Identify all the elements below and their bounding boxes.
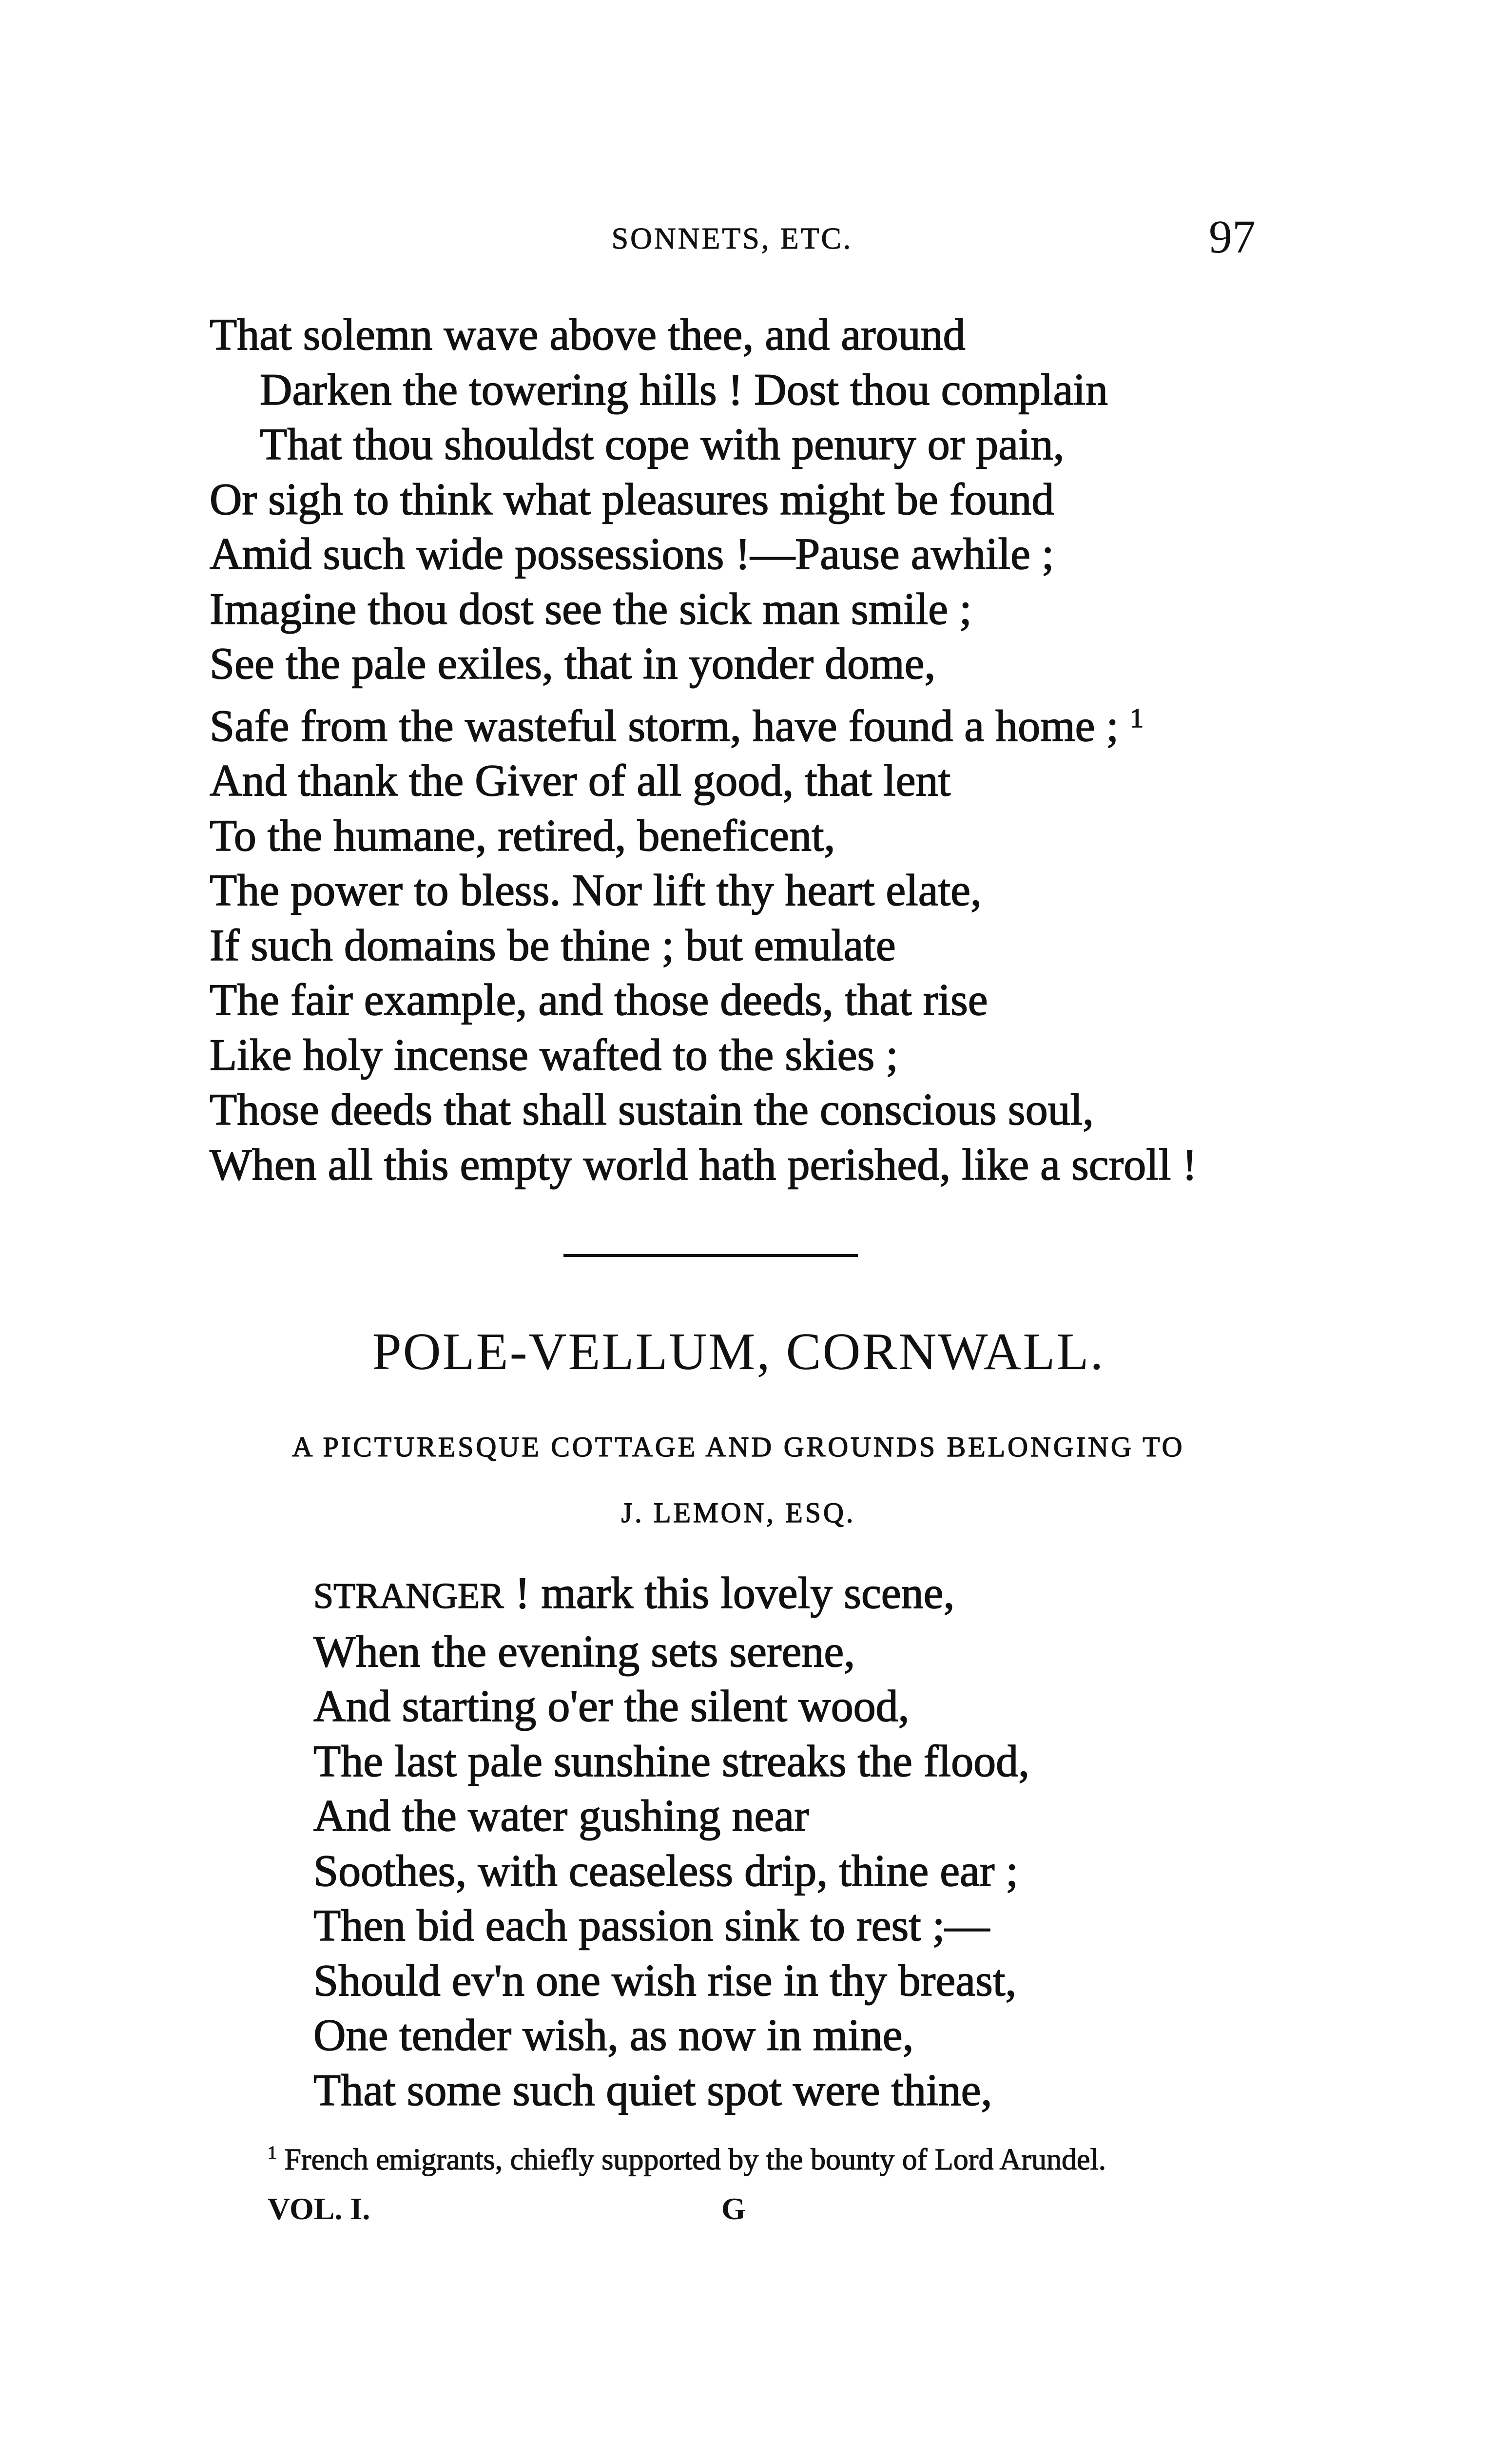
- poem-line: Then bid each passion sink to rest ;—: [313, 1900, 990, 1950]
- footnote-reference: 1: [1130, 703, 1144, 734]
- page-number: 97: [1209, 211, 1256, 263]
- poem-line: And starting o'er the silent wood,: [313, 1681, 910, 1731]
- pole-vellum-poem: [313, 1566, 1029, 2117]
- poem-line-text: ! mark this lovely scene,: [515, 1568, 955, 1618]
- poem-line: Should ev'n one wish rise in thy breast,: [313, 1955, 1017, 2005]
- sonnet-ending: [210, 307, 1197, 1192]
- poem-line: The power to bless. Nor lift thy heart elate,: [210, 865, 982, 915]
- poem-line: Amid such wide possessions !—Pause awhile ;: [210, 529, 1054, 579]
- footnote-text: French emigrants, chiefly supported by the bounty of Lord Arundel.: [284, 2143, 1106, 2176]
- poem-subtitle: A PICTURESQUE COTTAGE AND GROUNDS BELONGING TO: [292, 1431, 1185, 1463]
- poem-title: POLE-VELLUM, CORNWALL.: [372, 1323, 1105, 1381]
- poem-line: And the water gushing near: [313, 1791, 809, 1840]
- poem-subtitle-owner: J. LEMON, ESQ.: [621, 1497, 856, 1528]
- poem-line: Or sigh to think what pleasures might be found: [210, 474, 1054, 524]
- running-head: SONNETS, ETC.: [611, 222, 853, 255]
- poem-line: The last pale sunshine streaks the flood,: [313, 1736, 1030, 1786]
- poem-line: If such domains be thine ; but emulate: [210, 920, 896, 970]
- section-divider: [563, 1254, 858, 1257]
- poem-line: See the pale exiles, that in yonder dome,: [210, 638, 936, 688]
- footnote-marker: 1: [268, 2143, 277, 2163]
- poem-line: That some such quiet spot were thine,: [313, 2065, 992, 2115]
- volume-signature: VOL. I.: [268, 2191, 370, 2226]
- poem-line: That thou shouldst cope with penury or pain,: [260, 419, 1065, 469]
- poem-line: And thank the Giver of all good, that lent: [210, 755, 951, 805]
- poem-line-text: Safe from the wasteful storm, have found a home ;: [210, 700, 1119, 751]
- poem-line: That solemn wave above thee, and around: [210, 309, 966, 359]
- poem-line: [210, 691, 1197, 754]
- small-caps-opening: STRANGER: [313, 1576, 504, 1616]
- poem-line: To the humane, retired, beneficent,: [210, 810, 835, 860]
- footnote: [268, 2142, 1106, 2177]
- poem-line: One tender wish, as now in mine,: [313, 2010, 914, 2060]
- poem-line: Like holy incense wafted to the skies ;: [210, 1029, 898, 1080]
- poem-line: When the evening sets serene,: [313, 1626, 855, 1676]
- poem-line: The fair example, and those deeds, that rise: [210, 975, 988, 1025]
- poem-line: [313, 1566, 1029, 1624]
- poem-line: Soothes, with ceaseless drip, thine ear ;: [313, 1845, 1019, 1895]
- poem-line: Imagine thou dost see the sick man smile ;: [210, 583, 972, 634]
- signature-mark: G: [721, 2191, 746, 2226]
- poem-line: Those deeds that shall sustain the conscious soul,: [210, 1084, 1094, 1134]
- poem-line: Darken the towering hills ! Dost thou complain: [260, 364, 1108, 414]
- poem-line: When all this empty world hath perished, like a scroll !: [210, 1139, 1198, 1189]
